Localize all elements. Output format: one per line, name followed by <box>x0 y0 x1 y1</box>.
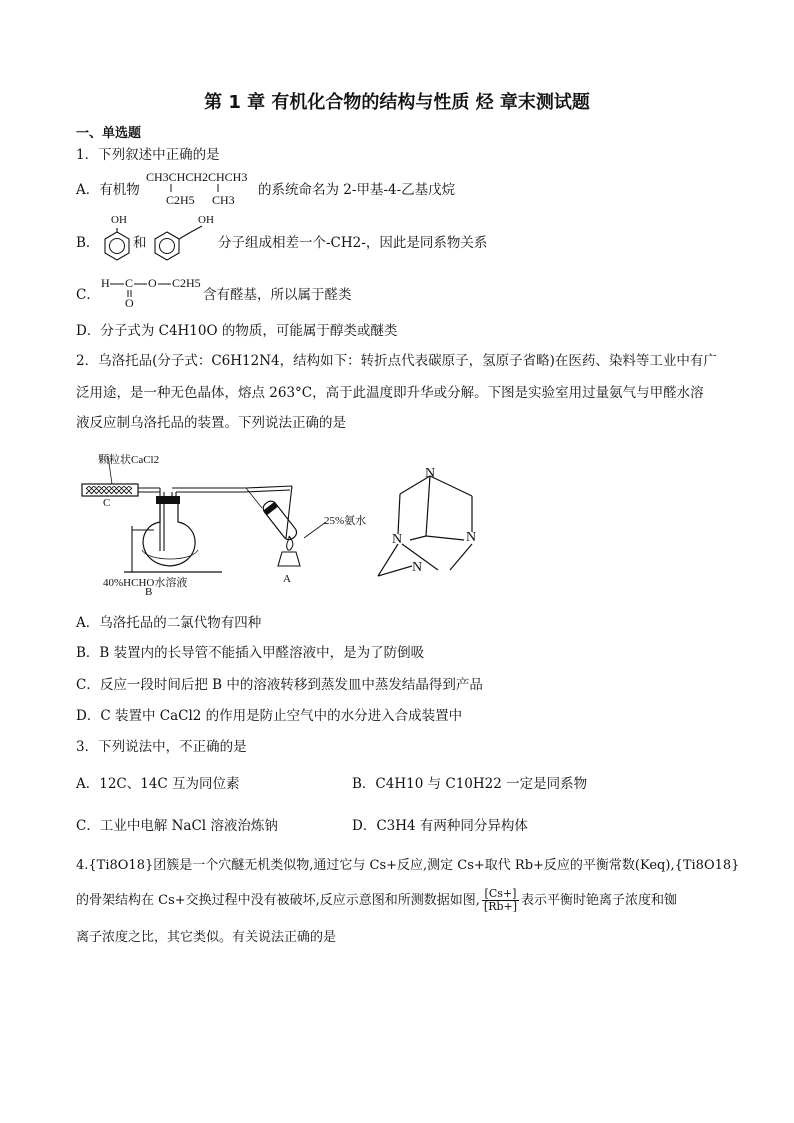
hcho-label: 40%HCHO水溶液 <box>103 577 188 589</box>
q1-c-h: H <box>101 276 110 290</box>
apparatus-a-label: A <box>283 573 291 585</box>
q1-b-oh-2: OH <box>198 214 214 226</box>
q2-option-b: B．B 装置内的长导管不能插入甲醛溶液中，是为了防倒吸 <box>76 645 425 661</box>
q1-a-formula-bonds <box>140 178 260 208</box>
q1-b-and: 和 <box>133 235 147 251</box>
q3-option-a: A．12C、14C 互为同位素 <box>76 776 240 792</box>
q4-line-2-post: 表示平衡时铯离子浓度和铷 <box>521 893 678 908</box>
q4-stem-line-1: 4.{Ti8O18}团簇是一个穴醚无机类似物,通过它与 Cs+反应,测定 Cs+取代 Rb+反应的平衡常数(Keq),{Ti8O18} <box>76 858 740 873</box>
urotropine-n-right: N <box>466 530 477 545</box>
urotropine-n-top: N <box>425 466 436 481</box>
q2-stem-line-3: 液反应制乌洛托品的装置。下列说法正确的是 <box>76 415 346 431</box>
urotropine-structure <box>372 460 512 580</box>
benzyl-alcohol-structure <box>150 220 208 264</box>
q1-c-carbon: C <box>125 276 134 290</box>
apparatus-c-label: C <box>103 497 111 509</box>
ammonia-label: 25%氨水 <box>324 515 367 527</box>
page-title: 第 1 章 有机化合物的结构与性质 烃 章末测试题 <box>204 92 590 113</box>
phenol-structure <box>100 228 134 262</box>
q3-option-d: D．C3H4 有两种同分异构体 <box>352 818 528 834</box>
q1-option-c-prefix: C． <box>76 287 100 303</box>
q1-option-c-text: 含有醛基，所以属于醛类 <box>203 287 352 303</box>
q1-a-ethyl: C2H5 <box>166 193 195 207</box>
q1-c-bonds <box>100 276 200 306</box>
urotropine-n-left: N <box>392 532 403 547</box>
q2-stem-line-2: 泛用途，是一种无色晶体，熔点 263°C，高于此温度即升华或分解。下图是实验室用过量氨气与甲醛水溶 <box>76 385 704 401</box>
q1-option-d: D．分子式为 C4H10O 的物质，可能属于醇类或醚类 <box>76 323 398 339</box>
q2-option-c: C．反应一段时间后把 B 中的溶液转移到蒸发皿中蒸发结晶得到产品 <box>76 677 483 693</box>
q4-line-2-pre: 的骨架结构在 Cs+交换过程中没有被破坏,反应示意图和所测数据如图, <box>76 893 480 908</box>
q2-option-d: D．C 装置中 CaCl2 的作用是防止空气中的水分进入合成装置中 <box>76 708 463 724</box>
q3-stem: 3．下列说法中，不正确的是 <box>76 739 247 755</box>
q1-option-b-prefix: B． <box>76 235 100 251</box>
urotropine-n-bottom: N <box>412 560 423 575</box>
q1-a-formula-main: CH3CHCH2CHCH3 <box>146 170 248 184</box>
q1-c-ethyl: C2H5 <box>172 276 201 290</box>
q4-stem-line-2 <box>76 888 677 913</box>
q1-option-a-prefix: A．有机物 <box>76 182 140 198</box>
cacl2-label: 颗粒状CaCl2 <box>98 454 160 466</box>
q1-a-methyl: CH3 <box>212 193 235 207</box>
ratio-numerator: [Cs+] <box>482 888 519 901</box>
q2-option-a: A．乌洛托品的二氯代物有四种 <box>76 615 262 631</box>
q2-stem-line-1: 2．乌洛托品(分子式：C6H12N4，结构如下：转折点代表碳原子，氢原子省略)在医药、染料等工业中有广 <box>76 353 717 369</box>
q1-c-carbonyl-o: O <box>125 296 134 310</box>
apparatus-b-label: B <box>145 586 153 598</box>
q1-option-a-text: 的系统命名为 2-甲基-4-乙基戊烷 <box>258 182 456 198</box>
concentration-ratio <box>482 888 519 913</box>
ratio-denominator: [Rb+] <box>483 900 518 913</box>
q1-stem: 1．下列叙述中正确的是 <box>76 147 220 163</box>
section-heading: 一、单选题 <box>76 126 142 141</box>
q1-b-oh-1: OH <box>111 214 127 226</box>
q3-option-b: B．C4H10 与 C10H22 一定是同系物 <box>352 776 588 792</box>
q3-option-c: C．工业中电解 NaCl 溶液治炼钠 <box>76 818 278 834</box>
q1-option-b-text: 分子组成相差一个-CH2-，因此是同系物关系 <box>218 235 488 251</box>
q4-stem-line-3: 离子浓度之比，其它类似。有关说法正确的是 <box>76 930 337 945</box>
q1-c-oxygen: O <box>148 276 157 290</box>
